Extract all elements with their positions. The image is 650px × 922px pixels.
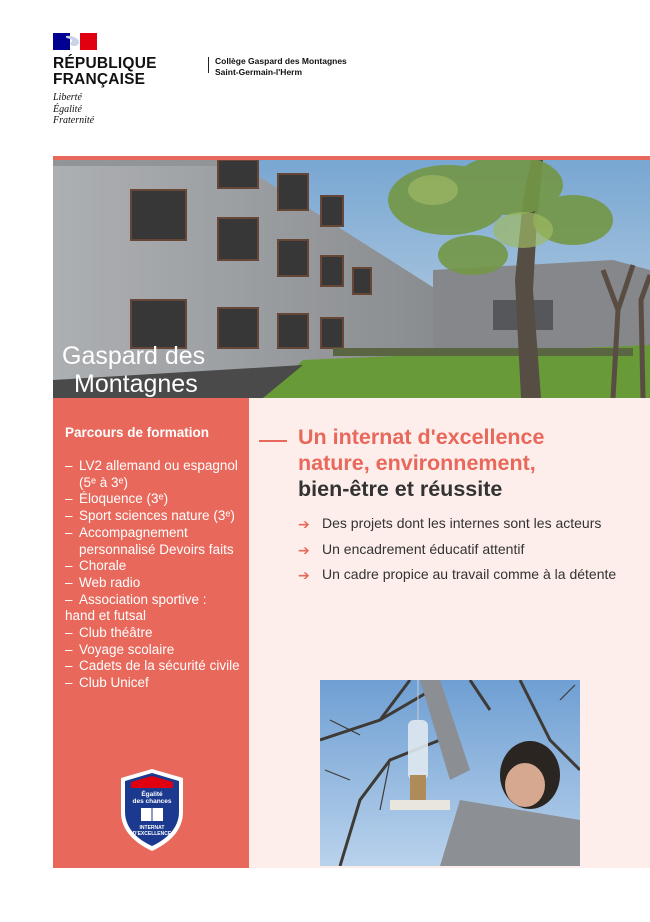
highlights-list — [298, 515, 648, 592]
college-town: Saint-Germain-l'Herm — [215, 67, 303, 77]
svg-text:Égalité: Égalité — [141, 791, 163, 798]
list-item: – Chorale — [65, 558, 243, 575]
list-item: – Accompagnement personnalisé Devoirs faits — [65, 525, 243, 558]
list-item: ➔ Un encadrement éducatif attentif — [298, 540, 525, 558]
list-item: – LV2 allemand ou espagnol (5ᵉ à 3ᵉ) — [65, 458, 243, 491]
svg-text:INTERNAT: INTERNAT — [139, 825, 165, 831]
college-name: Collège Gaspard des Montagnes — [215, 56, 347, 66]
svg-text:D'EXCELLENCE: D'EXCELLENCE — [132, 831, 172, 837]
sidebar-heading: Parcours de formation — [65, 425, 210, 440]
list-item-continuation: hand et futsal — [65, 608, 147, 624]
college-identity — [215, 56, 347, 78]
internat-excellence-badge — [119, 768, 185, 852]
arrow-right-icon: ➔ — [298, 516, 310, 532]
title-dash — [259, 440, 287, 442]
hero-title: Gaspard des Montagnes — [62, 342, 206, 398]
marianne-logo — [53, 33, 97, 50]
republic-motto: Liberté Égalité Fraternité — [53, 92, 95, 126]
list-item: – Éloquence (3ᵉ) — [65, 491, 243, 508]
arrow-right-icon: ➔ — [298, 541, 310, 558]
student-photo — [320, 680, 580, 866]
list-item: ➔ Un cadre propice au travail comme à la détente — [298, 566, 617, 583]
list-item: – Club Unicef — [65, 675, 243, 692]
list-item: ➔ Des projets dont les internes sont les acteurs — [298, 515, 602, 532]
list-item: – Association sportive : — [65, 592, 243, 609]
republique-francaise: RÉPUBLIQUE FRANÇAISE — [53, 55, 157, 88]
training-sidebar — [53, 398, 249, 868]
list-item: – Cadets de la sécurité civile — [65, 658, 243, 675]
header-separator — [208, 57, 209, 73]
arrow-right-icon: ➔ — [298, 567, 310, 583]
list-item: – Club théâtre — [65, 625, 243, 642]
training-list — [65, 458, 243, 692]
list-item: – Web radio — [65, 575, 243, 592]
main-panel — [249, 398, 650, 868]
svg-text:des chances: des chances — [132, 798, 172, 805]
main-title: Un internat d'excellence nature, environnement, bien-être et réussite — [298, 425, 545, 501]
list-item: – Sport sciences nature (3ᵉ) — [65, 508, 243, 525]
list-item: – Voyage scolaire — [65, 642, 243, 659]
